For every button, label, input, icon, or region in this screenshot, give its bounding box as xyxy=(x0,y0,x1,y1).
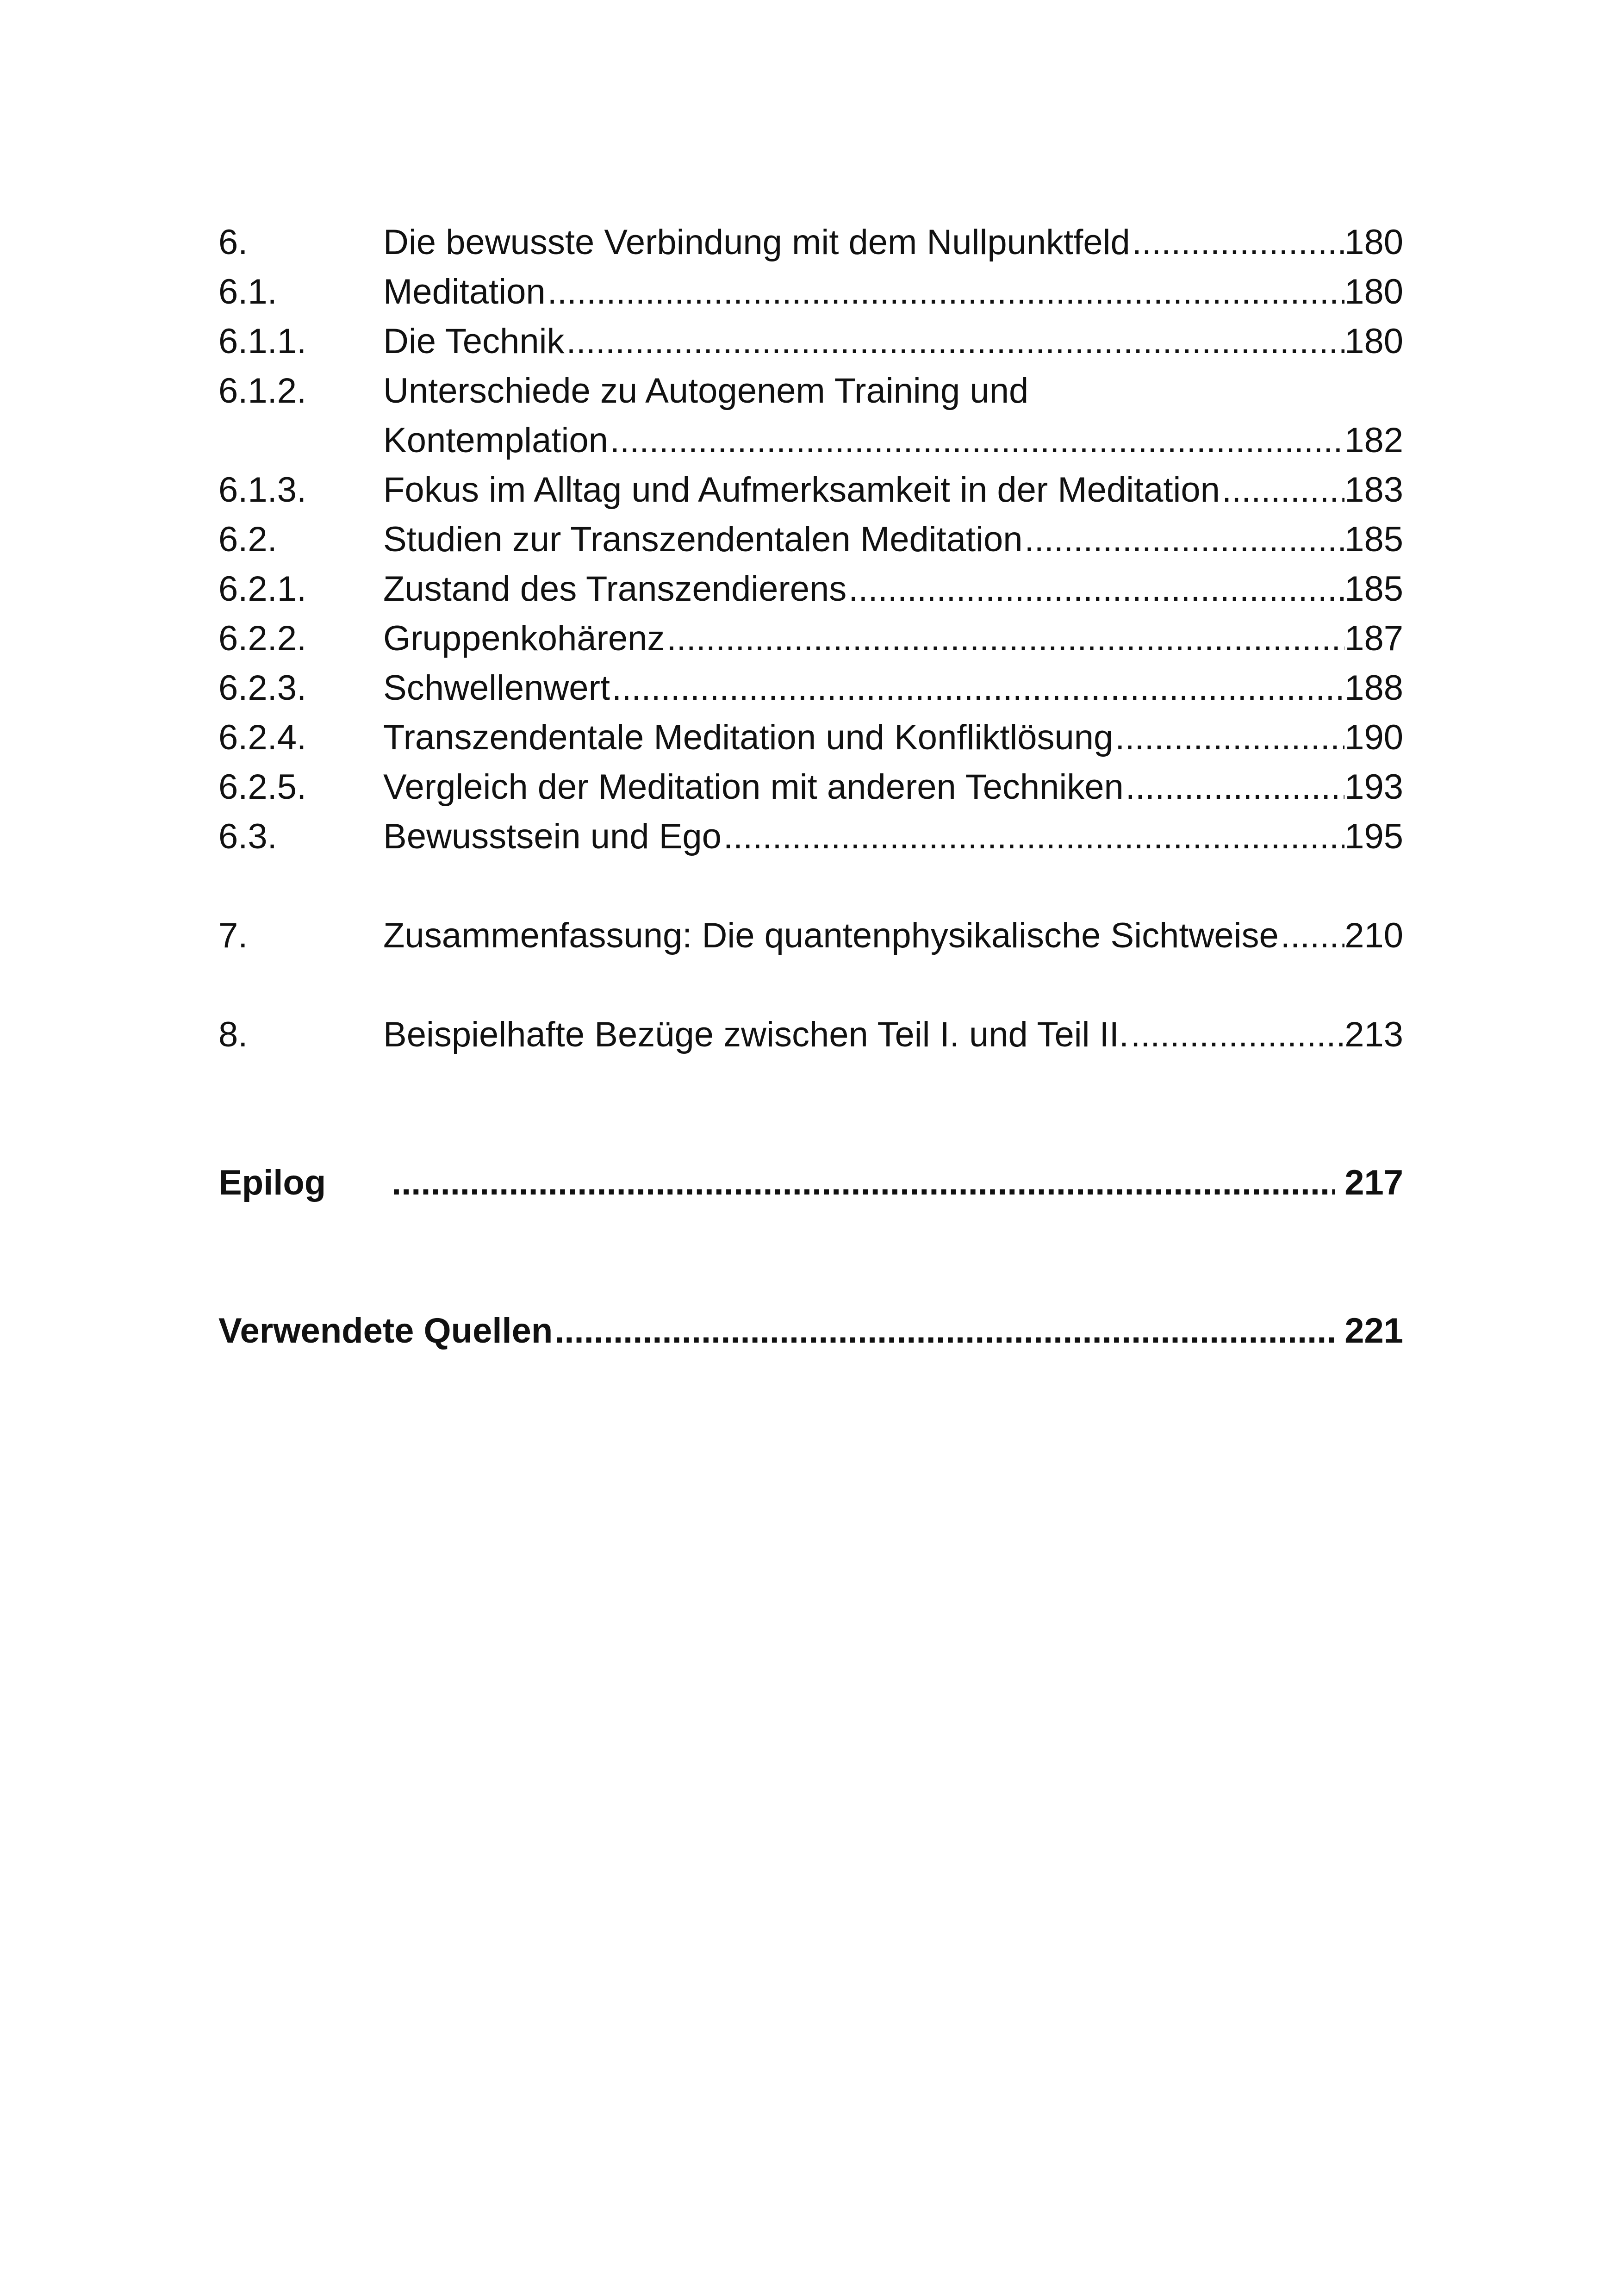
dot-leader xyxy=(546,267,1345,317)
toc-entry xyxy=(218,614,1403,663)
toc-entry xyxy=(218,317,1403,366)
toc-entry-number: 6.3. xyxy=(218,817,277,856)
toc-entry-title: Fokus im Alltag und Aufmerksamkeit in der Meditation xyxy=(383,470,1220,510)
dot-leader xyxy=(722,812,1344,861)
toc-entry-page: 182 xyxy=(1344,421,1403,460)
spacer xyxy=(218,1207,1403,1306)
dot-leader xyxy=(608,416,1344,465)
toc-entry-title-continuation: Kontemplation xyxy=(383,421,608,460)
dot-leader xyxy=(564,317,1344,366)
toc-entry-title: Zustand des Transzendierens xyxy=(383,569,847,609)
toc-entry xyxy=(218,267,1403,317)
toc-entry-number: 6.1. xyxy=(218,272,277,311)
toc-entry-number: 6.2. xyxy=(218,520,277,559)
toc-entry xyxy=(218,515,1403,564)
toc-entry-title: Beispielhafte Bezüge zwischen Teil I. und Teil II. xyxy=(383,1015,1129,1054)
toc-entry xyxy=(218,465,1403,515)
toc-entry xyxy=(218,564,1403,614)
dot-leader xyxy=(1113,713,1344,762)
toc-entry-page: 188 xyxy=(1344,668,1403,708)
toc-entry xyxy=(218,911,1403,960)
toc-entry-page: 213 xyxy=(1344,1015,1403,1054)
toc-epilog-page: 217 xyxy=(1344,1163,1403,1202)
dot-leader xyxy=(665,614,1344,663)
dot-leader xyxy=(1130,218,1344,267)
toc-entry xyxy=(218,218,1403,267)
toc-entry-number: 6.2.4. xyxy=(218,718,307,757)
dot-leader xyxy=(846,564,1344,614)
toc-sources-page: 221 xyxy=(1344,1311,1403,1350)
toc-entry-title: Zusammenfassung: Die quantenphysikalische Sichtweise xyxy=(383,916,1279,955)
toc-entry-number: 8. xyxy=(218,1015,248,1054)
dot-leader xyxy=(390,1158,1335,1207)
dot-leader xyxy=(1220,465,1344,515)
toc-entry-number: 6.2.1. xyxy=(218,569,307,609)
toc-entry-title: Transzendentale Meditation und Konfliktlösung xyxy=(383,718,1114,757)
toc-entry-title: Vergleich der Meditation mit anderen Techniken xyxy=(383,767,1124,807)
toc-entry-title: Gruppenkohärenz xyxy=(383,619,665,658)
dot-leader xyxy=(553,1306,1335,1356)
toc-entry-page: 185 xyxy=(1344,569,1403,609)
toc-epilog xyxy=(218,1158,1403,1207)
toc-entry-number: 6.2.2. xyxy=(218,619,307,658)
toc-entry-page: 193 xyxy=(1344,767,1403,807)
toc-entry-page: 185 xyxy=(1344,520,1403,559)
toc-entry-title: Unterschiede zu Autogenem Training und xyxy=(383,371,1029,411)
toc-entry-number: 6.2.5. xyxy=(218,767,307,807)
toc-entry-title: Bewusstsein und Ego xyxy=(383,817,722,856)
toc-entry-page: 180 xyxy=(1344,272,1403,311)
toc-entry-page: 180 xyxy=(1344,322,1403,361)
toc-entry-number: 6.2.3. xyxy=(218,668,307,708)
dot-leader xyxy=(610,663,1344,713)
toc-entry-number: 6.1.1. xyxy=(218,322,307,361)
toc-entry-number: 6.1.3. xyxy=(218,470,307,510)
toc-entry-page: 190 xyxy=(1344,718,1403,757)
toc-entry xyxy=(218,762,1403,812)
dot-leader xyxy=(1124,762,1344,812)
toc-entry-page: 187 xyxy=(1344,619,1403,658)
table-of-contents xyxy=(218,218,1403,1356)
dot-leader xyxy=(1279,911,1344,960)
toc-entry-title: Die Technik xyxy=(383,322,565,361)
spacer xyxy=(218,960,1403,1010)
toc-entry xyxy=(218,1010,1403,1059)
dot-leader xyxy=(1023,515,1345,564)
toc-entry-number: 6.1.2. xyxy=(218,371,307,411)
toc-entry xyxy=(218,366,1403,416)
toc-entry-number: 6. xyxy=(218,223,248,262)
toc-entry-page: 195 xyxy=(1344,817,1403,856)
toc-entry xyxy=(218,812,1403,861)
toc-entry-page: 183 xyxy=(1344,470,1403,510)
toc-entry-title: Meditation xyxy=(383,272,546,311)
toc-entry-continuation xyxy=(218,416,1403,465)
toc-entry-page: 210 xyxy=(1344,916,1403,955)
spacer xyxy=(218,861,1403,911)
toc-entry xyxy=(218,713,1403,762)
toc-epilog-title: Epilog xyxy=(218,1163,326,1202)
toc-entry-title: Die bewusste Verbindung mit dem Nullpunktfeld xyxy=(383,223,1130,262)
toc-sources xyxy=(218,1306,1403,1356)
toc-entry xyxy=(218,663,1403,713)
spacer xyxy=(218,1059,1403,1158)
toc-entry-page: 180 xyxy=(1344,223,1403,262)
toc-entry-title: Schwellenwert xyxy=(383,668,610,708)
toc-entry-number: 7. xyxy=(218,916,248,955)
toc-sources-title: Verwendete Quellen xyxy=(218,1311,553,1350)
toc-entry-title: Studien zur Transzendentalen Meditation xyxy=(383,520,1023,559)
dot-leader xyxy=(1129,1010,1344,1059)
